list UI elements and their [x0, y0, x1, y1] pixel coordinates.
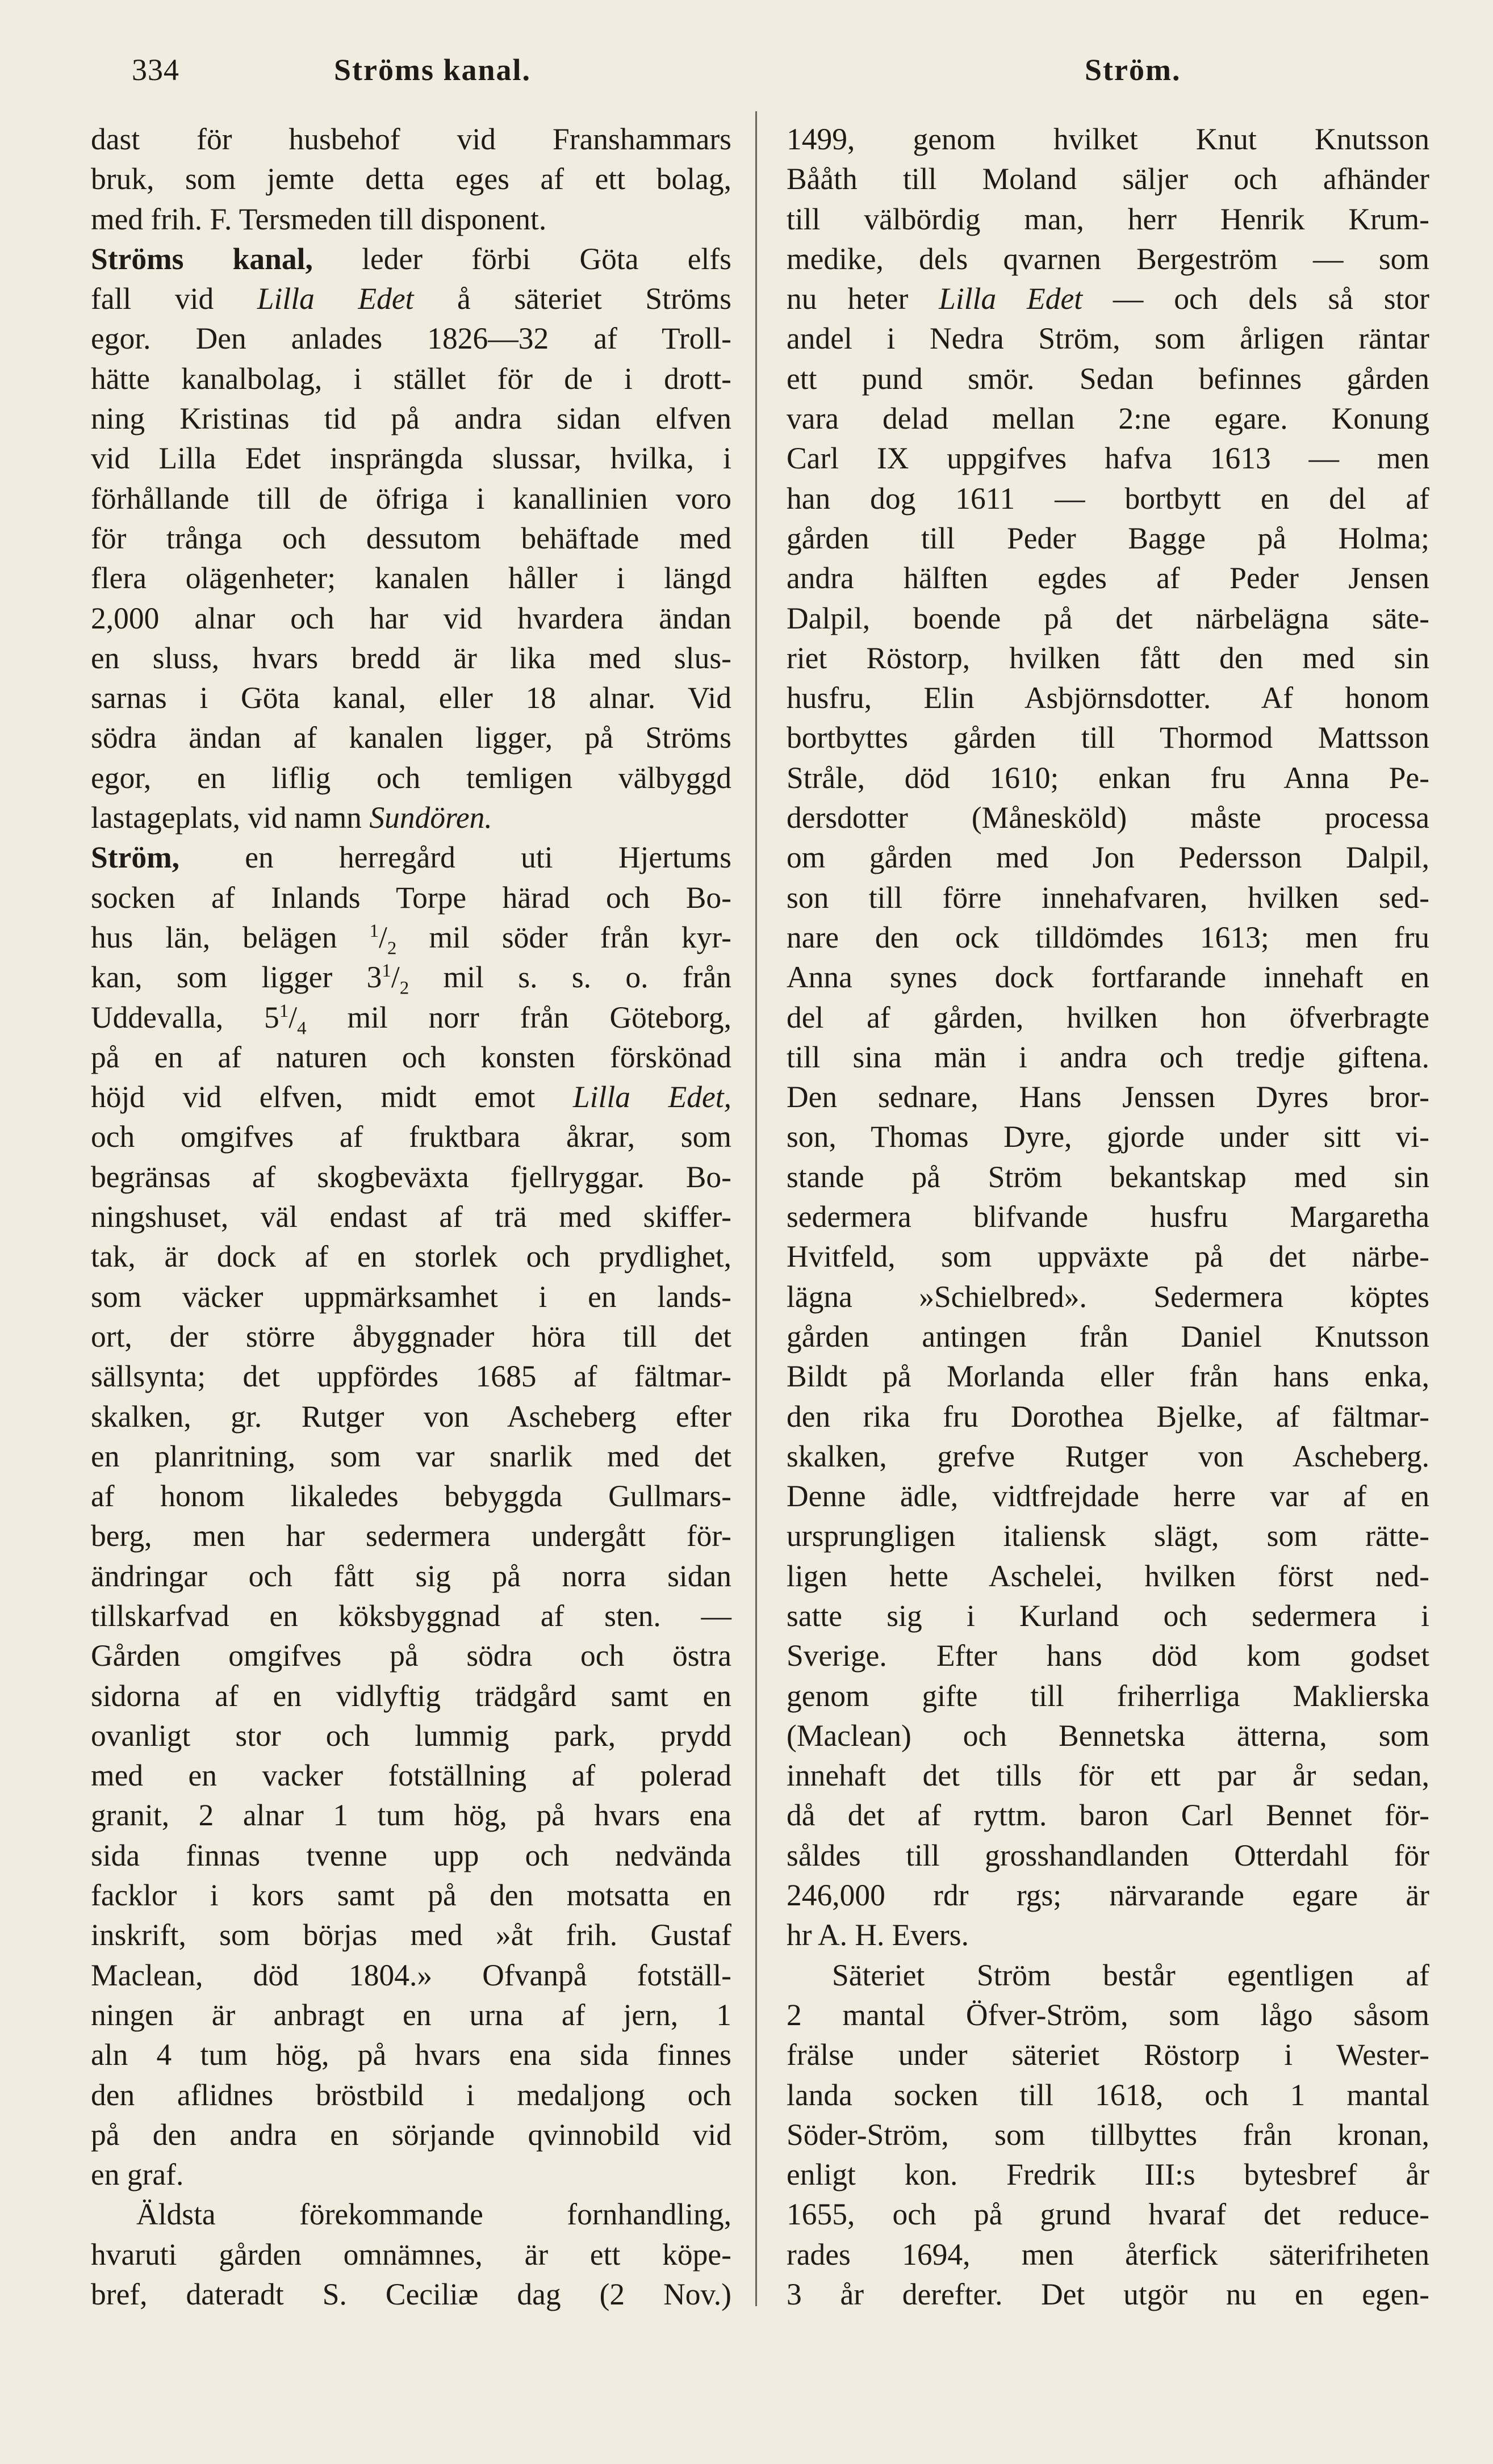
text-line: bref, dateradt S. Ceciliæ dag (2 Nov.) — [91, 2277, 731, 2312]
text-line: ovanligt stor och lummig park, prydd — [91, 1718, 731, 1753]
text-line: en planritning, som var snarlik med det — [91, 1439, 731, 1473]
header-right-title: Ström. — [1085, 53, 1181, 87]
text-line: 1499, genom hvilket Knut Knutsson — [787, 122, 1429, 156]
text-line: 3 år derefter. Det utgör nu en egen- — [787, 2277, 1429, 2312]
text-line: granit, 2 alnar 1 tum hög, på hvars ena — [91, 1798, 731, 1833]
text-line: Bååth till Moland säljer och afhänder — [787, 162, 1429, 196]
running-header — [0, 52, 1493, 98]
text-line: socken af Inlands Torpe härad och Bo- — [91, 880, 731, 915]
text-line: innehaft det tills för ett par år sedan, — [787, 1758, 1429, 1793]
text-line: ursprungligen italiensk slägt, som rätte- — [787, 1519, 1429, 1553]
text-line: ort, der större åbyggnader höra till det — [91, 1319, 731, 1353]
text-line: lägna »Schielbred». Sedermera köptes — [787, 1279, 1429, 1314]
text-line: medike, dels qvarnen Bergeström — som — [787, 241, 1429, 276]
text-line: Hvitfeld, som uppväxte på det närbe- — [787, 1239, 1429, 1274]
column-divider — [755, 111, 757, 2306]
text-line: af honom likaledes bebyggda Gullmars- — [91, 1479, 731, 1514]
text-line: rades 1694, men återfick säterifriheten — [787, 2237, 1429, 2272]
text-line: till välbördig man, herr Henrik Krum- — [787, 202, 1429, 236]
text-line: dersdotter (Månesköld) måste processa — [787, 801, 1429, 835]
text-line: begränsas af skogbeväxta fjellryggar. Bo- — [91, 1159, 731, 1194]
text-line: fall vid Lilla Edet å säteriet Ströms — [91, 282, 731, 316]
text-line: bruk, som jemte detta eges af ett bolag, — [91, 162, 731, 196]
text-line: Söder-Ström, som tillbyttes från kronan, — [787, 2117, 1429, 2152]
text-line: 1655, och på grund hvaraf det reduce- — [787, 2197, 1429, 2232]
text-line: då det af ryttm. baron Carl Bennet för- — [787, 1798, 1429, 1833]
text-line: berg, men har sedermera undergått för- — [91, 1519, 731, 1553]
text-line: hus län, belägen $^1/_2$ mil söder från kyr- — [91, 920, 731, 959]
text-line: dast för husbehof vid Franshammars — [91, 122, 731, 156]
text-line: skalken, grefve Rutger von Ascheberg. — [787, 1439, 1429, 1473]
text-line: inskrift, som börjas med »åt frih. Gustaf — [91, 1918, 731, 1952]
text-line: han dog 1611 — bortbytt en del af — [787, 481, 1429, 516]
text-line: sida finnas tvenne upp och nedvända — [91, 1838, 731, 1872]
text-line: södra ändan af kanalen ligger, på Ströms — [91, 720, 731, 755]
text-line: Anna synes dock fortfarande innehaft en — [787, 960, 1429, 995]
text-line: ningen är anbragt en urna af jern, 1 — [91, 1997, 731, 2032]
text-line: satte sig i Kurland och sedermera i — [787, 1598, 1429, 1633]
text-line: förhållande till de öfriga i kanallinien voro — [91, 481, 731, 516]
text-line: ligen hette Aschelei, hvilken först ned- — [787, 1558, 1429, 1593]
text-line: med en vacker fotställning af polerad — [91, 1758, 731, 1793]
text-line: lastageplats, vid namn Sundören. — [91, 801, 492, 835]
text-line: sarnas i Göta kanal, eller 18 alnar. Vid — [91, 681, 731, 715]
text-line: på en af naturen och konsten förskönad — [91, 1040, 731, 1074]
text-line: tillskarfvad en köksbyggnad af sten. — — [91, 1598, 731, 1633]
text-line: landa socken till 1618, och 1 mantal — [787, 2077, 1429, 2112]
text-line: egor, en liflig och temligen välbyggd — [91, 760, 731, 795]
text-line: på den andra en sörjande qvinnobild vid — [91, 2117, 731, 2152]
text-line: facklor i kors samt på den motsatta en — [91, 1878, 731, 1913]
text-line: riet Röstorp, hvilken fått den med sin — [787, 640, 1429, 675]
text-line: såldes till grosshandlanden Otterdahl för — [787, 1838, 1429, 1872]
text-line: Stråle, död 1610; enkan fru Anna Pe- — [787, 760, 1429, 795]
text-column-right — [787, 119, 1429, 2314]
text-line: Den sednare, Hans Jenssen Dyres bror- — [787, 1080, 1429, 1114]
text-line: Dalpil, boende på det närbelägna säte- — [787, 601, 1429, 635]
text-line: ningshuset, väl endast af trä med skiffer- — [91, 1200, 731, 1234]
text-column-left — [91, 119, 731, 2314]
text-line: stande på Ström bekantskap med sin — [787, 1159, 1429, 1194]
text-line: sidorna af en vidlyftig trädgård samt en — [91, 1678, 731, 1713]
text-line: gården till Peder Bagge på Holma; — [787, 521, 1429, 555]
text-line: Ström, en herregård uti Hjertums — [91, 840, 731, 875]
text-line: Säteriet Ström består egentligen af — [832, 1958, 1429, 1992]
text-line: ning Kristinas tid på andra sidan elfven — [91, 401, 731, 436]
text-line: med frih. F. Tersmeden till disponent. — [91, 202, 547, 236]
text-line: husfru, Elin Asbjörnsdotter. Af honom — [787, 681, 1429, 715]
text-line: den rika fru Dorothea Bjelke, af fältmar- — [787, 1399, 1429, 1434]
text-line: andra hälften egdes af Peder Jensen — [787, 561, 1429, 596]
text-line: Carl IX uppgifves hafva 1613 — men — [787, 441, 1429, 476]
text-line: sedermera blifvande husfru Margaretha — [787, 1200, 1429, 1234]
text-line: del af gården, hvilken hon öfverbragte — [787, 1000, 1429, 1034]
text-line: en sluss, hvars bredd är lika med slus- — [91, 640, 731, 675]
text-line: son till förre innehafvaren, hvilken sed- — [787, 880, 1429, 915]
header-center-title: Ströms kanal. — [334, 53, 532, 87]
text-line: Ströms kanal, leder förbi Göta elfs — [91, 241, 731, 276]
text-line: vara delad mellan 2:ne egare. Konung — [787, 401, 1429, 436]
text-line: flera olägenheter; kanalen håller i längd — [91, 561, 731, 596]
text-line: Maclean, död 1804.» Ofvanpå fotställ- — [91, 1958, 731, 1992]
text-line: Denne ädle, vidtfrejdade herre var af en — [787, 1479, 1429, 1514]
text-line: 2,000 alnar och har vid hvardera ändan — [91, 601, 731, 635]
text-line: den aflidnes bröstbild i medaljong och — [91, 2077, 731, 2112]
text-line: nu heter Lilla Edet — och dels så stor — [787, 282, 1429, 316]
text-line: genom gifte till friherrliga Maklierska — [787, 1678, 1429, 1713]
text-line: kan, som ligger $3^1/_2$ mil s. s. o. från — [91, 960, 731, 999]
text-line: till sina män i andra och tredje giftena. — [787, 1040, 1429, 1074]
text-line: gården antingen från Daniel Knutsson — [787, 1319, 1429, 1353]
page-number: 334 — [132, 53, 179, 87]
text-line: sällsynta; det uppfördes 1685 af fältmar- — [91, 1359, 731, 1394]
text-line: hätte kanalbolag, i stället för de i drott- — [91, 361, 731, 396]
text-line: skalken, gr. Rutger von Ascheberg efter — [91, 1399, 731, 1434]
text-line: egor. Den anlades 1826—32 af Troll- — [91, 321, 731, 356]
text-line: om gården med Jon Pedersson Dalpil, — [787, 840, 1429, 875]
text-line: 246,000 rdr rgs; närvarande egare är — [787, 1878, 1429, 1913]
text-line: hvaruti gården omnämnes, är ett köpe- — [91, 2237, 731, 2272]
text-line: frälse under säteriet Röstorp i Wester- — [787, 2038, 1429, 2072]
text-line: en graf. — [91, 2157, 184, 2192]
text-line: ett pund smör. Sedan befinnes gården — [787, 361, 1429, 396]
text-line: tak, är dock af en storlek och prydlighet, — [91, 1239, 731, 1274]
text-line: enligt kon. Fredrik III:s bytesbref år — [787, 2157, 1429, 2192]
text-line: 2 mantal Öfver-Ström, som lågo såsom — [787, 1997, 1429, 2032]
text-line: höjd vid elfven, midt emot Lilla Edet, — [91, 1080, 732, 1114]
text-line: (Maclean) och Bennetska ätterna, som — [787, 1718, 1429, 1753]
text-line: Bildt på Morlanda eller från hans enka, — [787, 1359, 1429, 1394]
text-line: för trånga och dessutom behäftade med — [91, 521, 731, 555]
text-line: Uddevalla, $5^1/_4$ mil norr från Göteborg, — [91, 1000, 731, 1039]
text-line: ändringar och fått sig på norra sidan — [91, 1558, 731, 1593]
text-line: som väcker uppmärksamhet i en lands- — [91, 1279, 731, 1314]
text-line: aln 4 tum hög, på hvars ena sida finnes — [91, 2038, 731, 2072]
text-line: Gården omgifves på södra och östra — [91, 1639, 731, 1673]
text-line: hr A. H. Evers. — [787, 1918, 969, 1952]
text-line: Sverige. Efter hans död kom godset — [787, 1639, 1429, 1673]
text-line: och omgifves af fruktbara åkrar, som — [91, 1120, 731, 1154]
text-line: vid Lilla Edet insprängda slussar, hvilka, i — [91, 441, 731, 476]
text-line: bortbyttes gården till Thormod Mattsson — [787, 720, 1429, 755]
text-line: andel i Nedra Ström, som årligen räntar — [787, 321, 1429, 356]
text-line: Äldsta förekommande fornhandling, — [136, 2197, 731, 2232]
text-line: nare den ock tilldömdes 1613; men fru — [787, 920, 1429, 954]
text-line: son, Thomas Dyre, gjorde under sitt vi- — [787, 1120, 1429, 1154]
